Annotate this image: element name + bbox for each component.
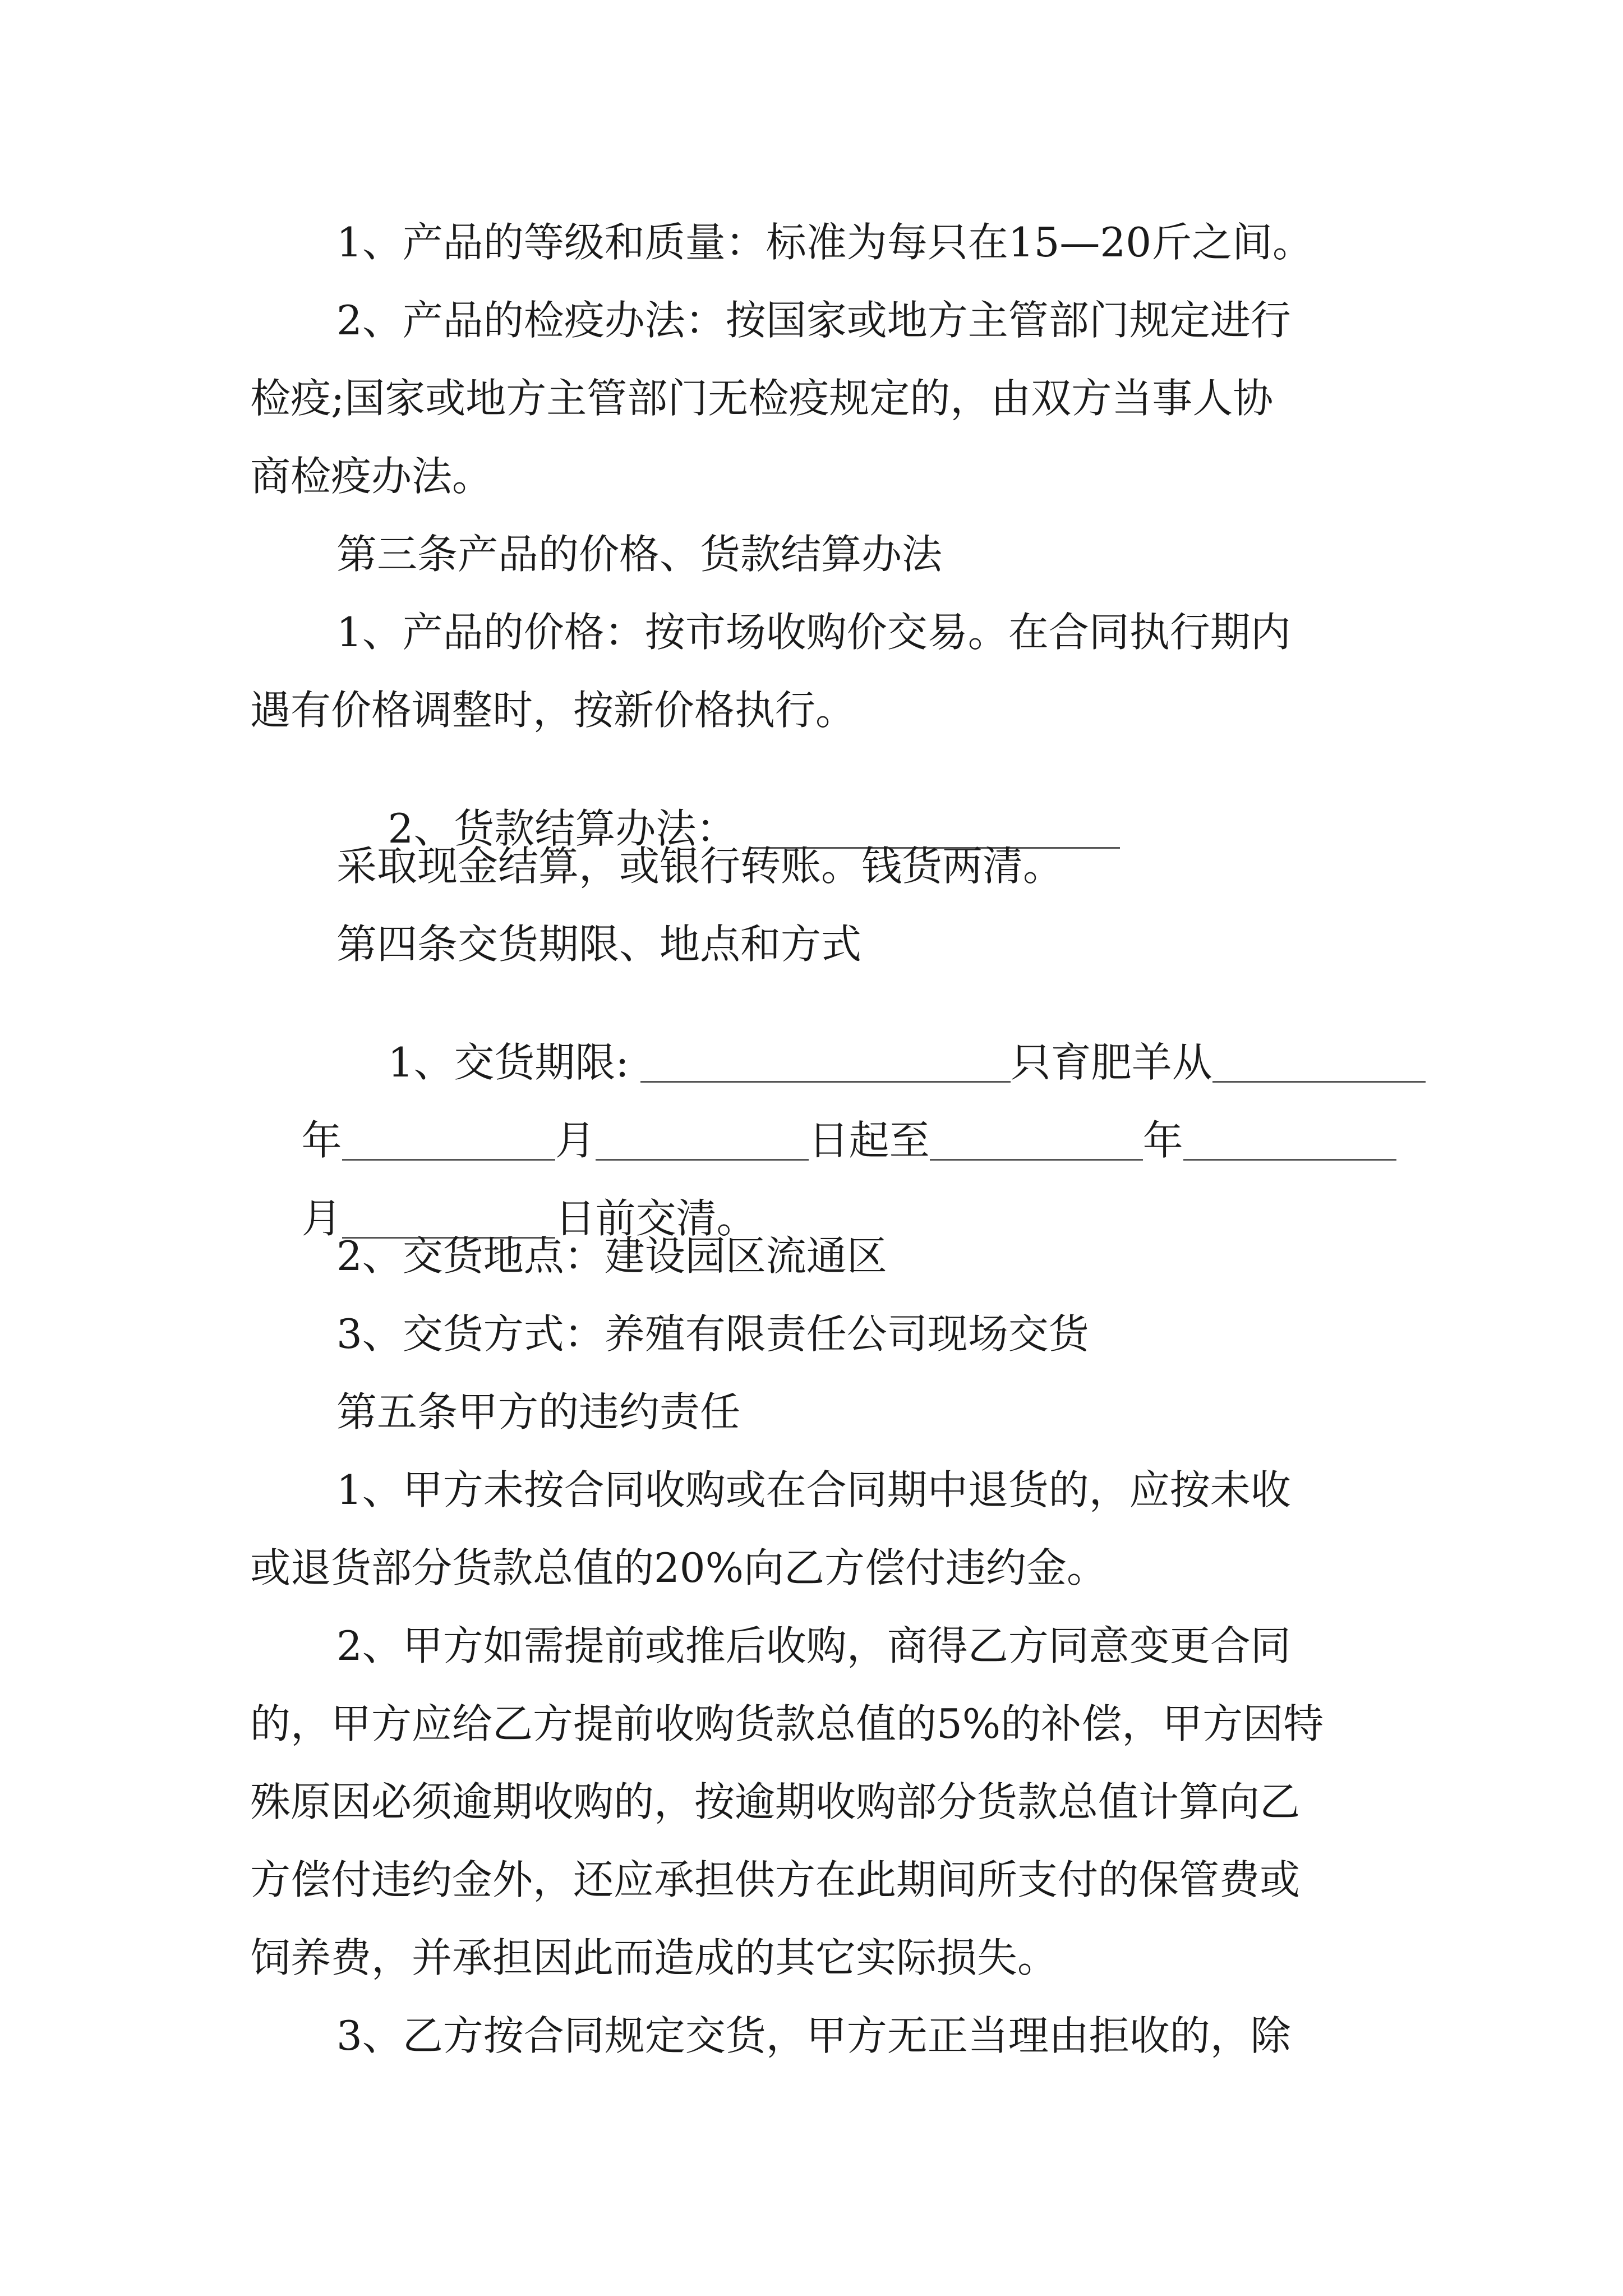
- breach-clause-2-cont-1: 的，甲方应给乙方提前收购货款总值的5%的补偿，甲方因特: [250, 1700, 1324, 1747]
- breach-clause-3: 3、乙方按合同规定交货，甲方无正当理由拒收的，除: [336, 2012, 1291, 2059]
- from-to-label: 日起至: [808, 1117, 930, 1164]
- start-year-blank: [1212, 1043, 1426, 1083]
- quarantine-clause-cont: 检疫;国家或地方主管部门无检疫规定的，由双方当事人协: [250, 375, 1274, 422]
- delivery-term-text: 只育肥羊从: [1010, 1039, 1212, 1086]
- quality-clause: 1、产品的等级和质量：标准为每只在15—20斤之间。: [336, 219, 1313, 266]
- month-label: 月: [555, 1117, 596, 1164]
- breach-clause-2-cont-4: 饲养费，并承担因此而造成的其它实际损失。: [250, 1934, 1058, 1981]
- article-3-heading: 第三条产品的价格、货款结算办法: [336, 531, 943, 578]
- settlement-method: 采取现金结算，或银行转账。钱货两清。: [336, 843, 1064, 890]
- start-month-blank: [342, 1121, 555, 1161]
- breach-clause-1: 1、甲方未按合同收购或在合同期中退货的，应按未收: [336, 1466, 1291, 1513]
- quarantine-clause-end: 商检疫办法。: [250, 453, 493, 500]
- year-label: 年: [301, 1117, 342, 1164]
- year-label-2: 年: [1142, 1117, 1183, 1164]
- breach-clause-2-cont-3: 方偿付违约金外，还应承担供方在此期间所支付的保管费或: [250, 1856, 1301, 1903]
- article-5-heading: 第五条甲方的违约责任: [336, 1388, 741, 1435]
- quarantine-clause: 2、产品的检疫办法：按国家或地方主管部门规定进行: [336, 297, 1291, 344]
- delivery-quantity-blank: [640, 1043, 1011, 1083]
- settlement-label: 2、货款结算办法：: [388, 805, 737, 852]
- delivery-place: 2、交货地点：建设园区流通区: [336, 1232, 887, 1280]
- deadline-text: 日前交清。: [555, 1195, 757, 1242]
- month-label-2: 月: [301, 1195, 342, 1242]
- delivery-term-label: 1、交货期限:: [388, 1039, 629, 1086]
- start-day-blank: [596, 1121, 809, 1161]
- breach-clause-2: 2、甲方如需提前或推后收购，商得乙方同意变更合同: [336, 1622, 1291, 1669]
- breach-clause-2-cont-2: 殊原因必须逾期收购的，按逾期收购部分货款总值计算向乙: [250, 1778, 1301, 1825]
- end-month-blank: [1183, 1121, 1396, 1161]
- breach-clause-1-cont: 或退货部分货款总值的20%向乙方偿付违约金。: [250, 1544, 1108, 1591]
- price-clause: 1、产品的价格：按市场收购价交易。在合同执行期内: [336, 609, 1291, 656]
- price-clause-cont: 遇有价格调整时，按新价格执行。: [250, 687, 856, 734]
- article-4-heading: 第四条交货期限、地点和方式: [336, 921, 862, 968]
- end-year-blank: [930, 1121, 1143, 1161]
- delivery-method: 3、交货方式：养殖有限责任公司现场交货: [336, 1310, 1089, 1358]
